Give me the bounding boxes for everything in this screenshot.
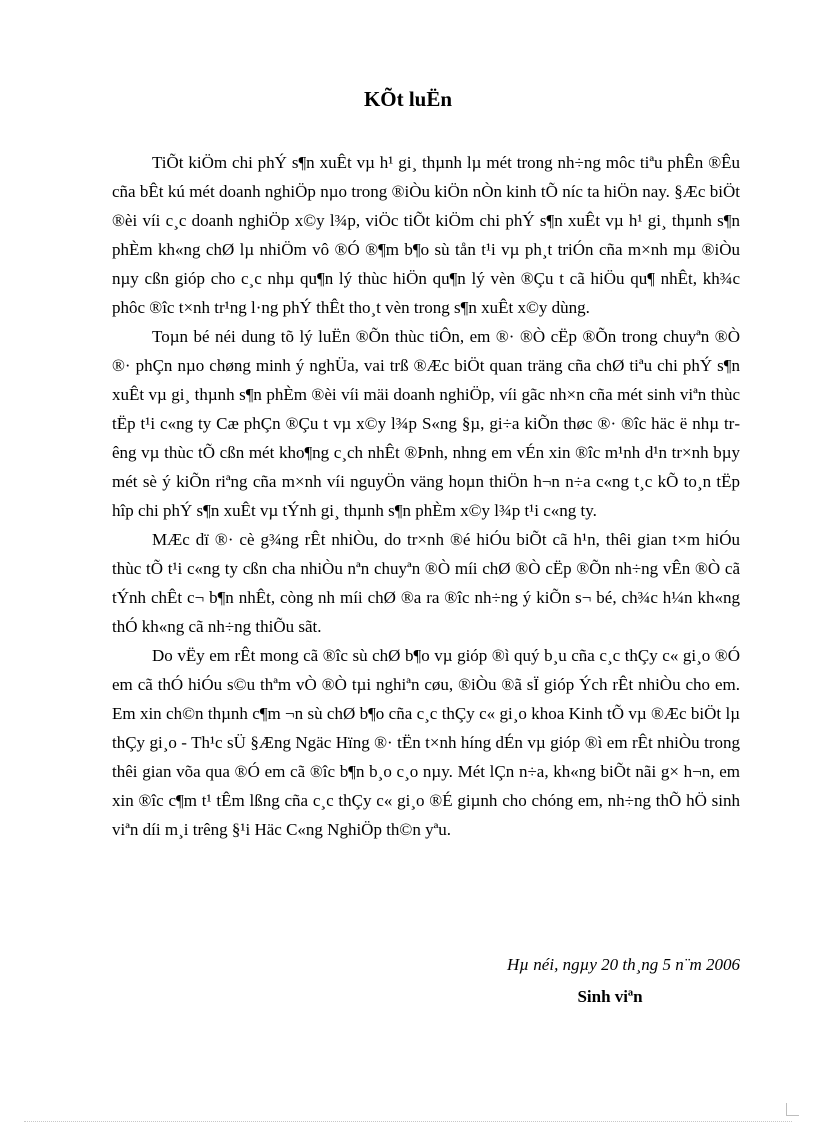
paragraph-1: TiÕt kiÖm chi phÝ s¶n xuÊt vµ h¹ gi¸ thµnh lµ mét trong nh÷ng môc tiªu phÊn ®Êu cña bÊt kú mét doanh nghiÖp nµo trong ®iÒu kiÖn nÒn kinh tÕ níc ta hiÖn nay. §Æc biÖt ®èi víi c¸c doanh nghiÖp x©y l¾p, viÖc tiÕt kiÖm chi phÝ s¶n xuÊt vµ h¹ gi¸ thµnh s¶n phÈm kh«ng chØ lµ nhiÖm vô ®Ó ®¶m b¶o sù tån t¹i vµ ph¸t triÓn cña m×nh mµ ®iÒu nµy cßn gióp cho c¸c nhµ qu¶n lý thùc hiÖn qu¶n lý vèn ®Çu t cã hiÖu qu¶ nhÊt, kh¾c phôc ®îc t×nh tr¹ng l·ng phÝ thÊt tho¸t vèn trong s¶n xuÊt x©y dùng.	[112, 153, 740, 317]
page-corner-mark	[786, 1103, 799, 1116]
document-body	[112, 148, 740, 844]
place-date: Hµ néi, ngµy 20 th¸ng 5 n¨m 2006	[506, 955, 740, 974]
paragraph-2: Toµn bé néi dung tõ lý luËn ®Õn thùc tiÔn, em ®· ®Ò cËp ®Õn trong chuyªn ®Ò ®· phÇn nµo chøng minh ý nghÜa, vai trß ®Æc biÖt quan träng cña chØ tiªu chi phÝ s¶n xuÊt vµ gi¸ thµnh s¶n phÈm ®èi víi mäi doanh nghiÖp, víi gãc nh×n cña mét sinh viªn thùc tËp t¹i c«ng ty Cæ phÇn ®Çu t vµ x©y l¾p S«ng §µ, gi÷a kiÕn thøc ®· ®îc häc ë nhµ trêng vµ thùc tÕ cßn mét kho¶ng c¸ch nhÊt ®Þnh, nhng em vÉn xin ®îc m¹nh d¹n tr×nh bµy mét sè ý kiÕn riªng cña m×nh víi nguyÖn väng hoµn thiÖn h¬n n÷a c«ng t¸c kÕ to¸n tËp hîp chi phÝ s¶n xuÊt vµ tÝnh gi¸ thµnh s¶n phÈm x©y l¾p t¹i c«ng ty.	[112, 327, 740, 520]
signer-label: Sinh viªn	[577, 987, 643, 1006]
page-border-line	[24, 1121, 792, 1122]
paragraph-4: Do vËy em rÊt mong cã ®îc sù chØ b¶o vµ gióp ®ì quý b¸u cña c¸c thÇy c« gi¸o ®Ó em cã thÓ hiÓu s©u thªm vÒ ®Ò tµi nghiªn cøu, ®iÒu ®ã sÏ gióp Ých rÊt nhiÒu cho em. Em xin ch©n thµnh c¶m ¬n sù chØ b¶o cña c¸c thÇy c« gi¸o khoa Kinh tÕ vµ ®Æc biÖt lµ thÇy gi¸o - Th¹c sÜ §Æng Ngäc Hïng ®· tËn t×nh híng dÉn vµ gióp ®ì em rÊt nhiÒu trong thêi gian võa qua ®Ó em cã ®îc b¶n b¸o c¸o nµy. Mét lÇn n÷a, kh«ng biÕt nãi g× h¬n, em xin ®îc c¶m t¹ tÊm lßng cña c¸c thÇy c« gi¸o ®É giµnh cho chóng em, nh÷ng thÕ hÖ sinh viªn díi m¸i trêng §¹i Häc C«ng NghiÖp th©n yªu.	[112, 646, 740, 839]
document-title: KÕt luËn	[363, 87, 453, 111]
paragraph-3: MÆc dï ®· cè g¾ng rÊt nhiÒu, do tr×nh ®é hiÓu biÕt cã h¹n, thêi gian t×m hiÓu thùc tÕ t¹i c«ng ty cßn cha nhiÒu nªn chuyªn ®Ò míi chØ ®Ò cËp ®Õn nh÷ng vÊn ®Ò cã tÝnh chÊt c¬ b¶n nhÊt, còng nh míi chØ ®a ra ®îc nh÷ng ý kiÕn s¬ bé, ch¾c h¼n kh«ng thÓ kh«ng cã nh÷ng thiÕu sãt.	[112, 530, 740, 636]
